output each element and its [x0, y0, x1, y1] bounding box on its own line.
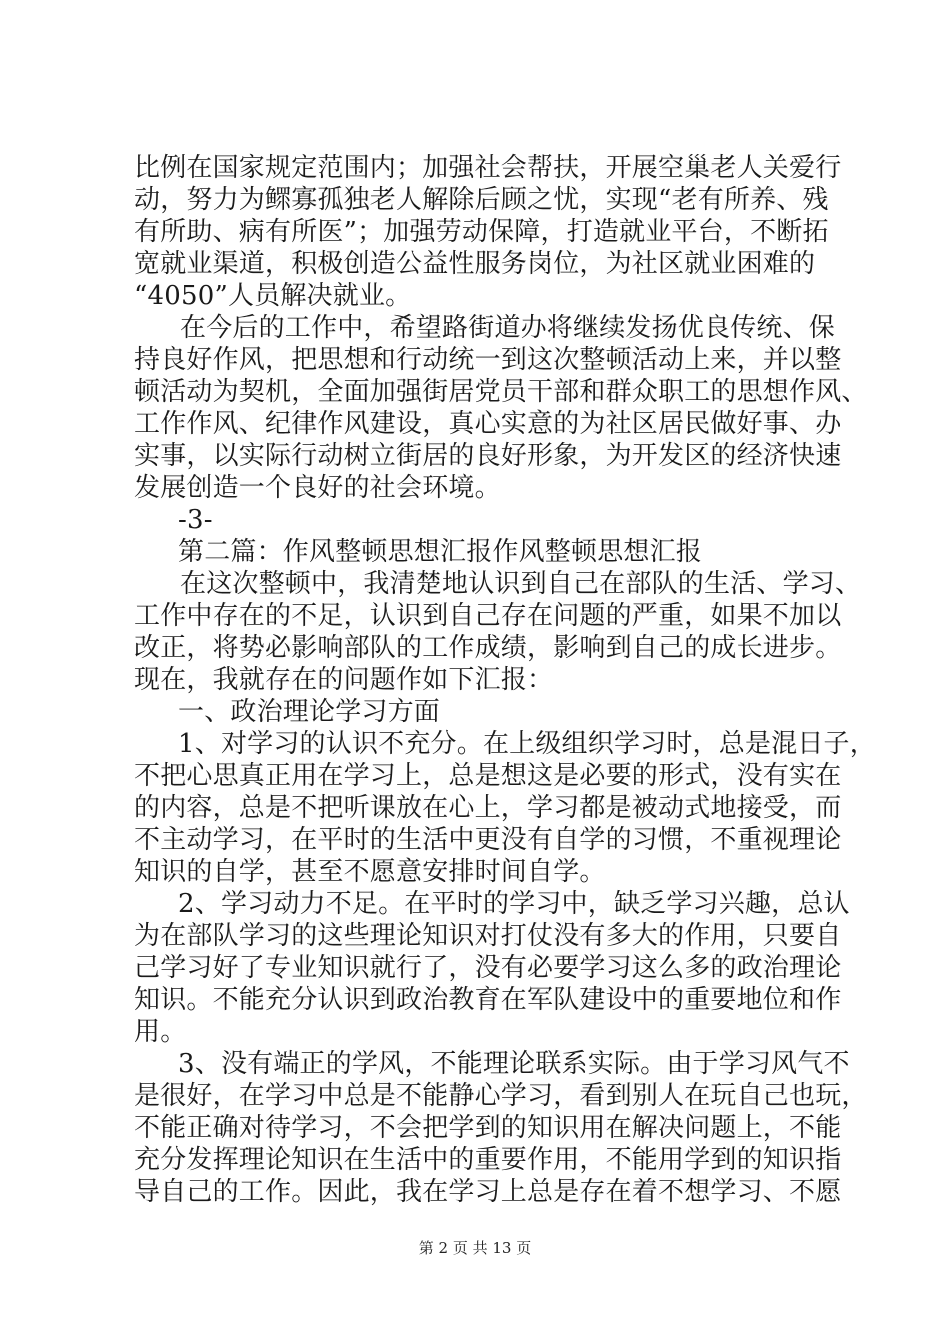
text-line: 的内容，总是不把听课放在心上，学习都是被动式地接受，而 — [134, 793, 842, 823]
page-number-footer: 第 2 页 共 13 页 — [418, 1239, 532, 1257]
text-line: 不主动学习，在平时的生活中更没有自学的习惯，不重视理论 — [134, 825, 842, 855]
paragraph-start: 1、对学习的认识不充分。在上级组织学习时，总是混日子， — [178, 729, 876, 759]
text-line: 顿活动为契机，全面加强街居党员干部和群众职工的思想作风、 — [134, 377, 868, 407]
text-line: 用。 — [134, 1017, 187, 1047]
text-line: 持良好作风，把思想和行动统一到这次整顿活动上来，并以整 — [134, 345, 842, 375]
text-line: 现在，我就存在的问题作如下汇报： — [134, 665, 554, 695]
text-line: 知识的自学，甚至不愿意安排时间自学。 — [134, 857, 606, 887]
text-line: 改正，将势必影响部队的工作成绩，影响到自己的成长进步。 — [134, 633, 842, 663]
text-line: 动，努力为鳏寡孤独老人解除后顾之忧，实现“老有所养、残 — [134, 185, 829, 215]
text-line: 工作中存在的不足，认识到自己存在问题的严重，如果不加以 — [134, 601, 842, 631]
text-line: 充分发挥理论知识在生活中的重要作用，不能用学到的知识指 — [134, 1145, 842, 1175]
text-line: 工作作风、纪律作风建设，真心实意的为社区居民做好事、办 — [134, 409, 842, 439]
inline-page-marker: -3- — [178, 505, 213, 535]
paragraph-start: 在这次整顿中，我清楚地认识到自己在部队的生活、学习、 — [180, 569, 862, 599]
text-line: 知识。不能充分认识到政治教育在军队建设中的重要地位和作 — [134, 985, 842, 1015]
text-line: 比例在国家规定范围内；加强社会帮扶，开展空巢老人关爱行 — [134, 153, 842, 183]
text-line: 实事，以实际行动树立街居的良好形象，为开发区的经济快速 — [134, 441, 842, 471]
text-line: 导自己的工作。因此，我在学习上总是存在着不想学习、不愿 — [134, 1177, 842, 1207]
text-line: “4050”人员解决就业。 — [134, 281, 412, 311]
paragraph-start: 3、没有端正的学风，不能理论联系实际。由于学习风气不 — [178, 1049, 850, 1079]
text-line: 宽就业渠道，积极创造公益性服务岗位，为社区就业困难的 — [134, 249, 816, 279]
text-line: 不把心思真正用在学习上，总是想这是必要的形式，没有实在 — [134, 761, 842, 791]
section-heading: 第二篇：作风整顿思想汇报作风整顿思想汇报 — [178, 537, 703, 567]
text-line: 发展创造一个良好的社会环境。 — [134, 473, 501, 503]
paragraph-start: 2、学习动力不足。在平时的学习中，缺乏学习兴趣，总认 — [178, 889, 850, 919]
text-line: 己学习好了专业知识就行了，没有必要学习这么多的政治理论 — [134, 953, 842, 983]
text-line: 是很好，在学习中总是不能静心学习，看到别人在玩自己也玩， — [134, 1081, 868, 1111]
paragraph-start: 在今后的工作中，希望路街道办将继续发扬优良传统、保 — [180, 313, 836, 343]
text-line: 不能正确对待学习，不会把学到的知识用在解决问题上，不能 — [134, 1113, 842, 1143]
text-line: 有所助、病有所医”；加强劳动保障，打造就业平台，不断拓 — [134, 217, 829, 247]
subsection-heading: 一、政治理论学习方面 — [178, 697, 441, 727]
text-line: 为在部队学习的这些理论知识对打仗没有多大的作用，只要自 — [134, 921, 842, 951]
